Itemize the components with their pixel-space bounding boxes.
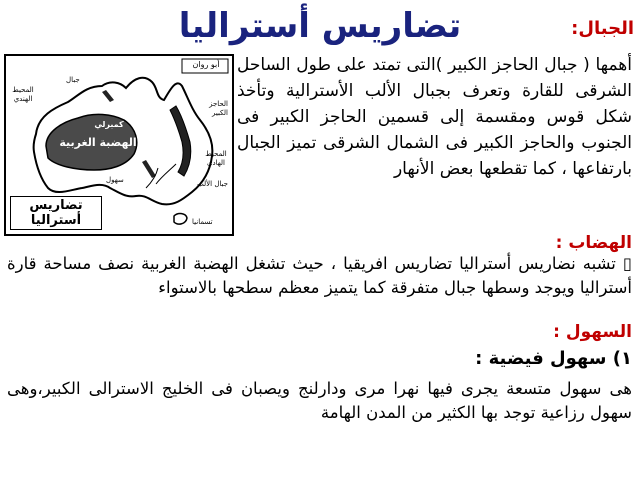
bullet-box-icon: ▯	[622, 254, 633, 273]
flood-plains-subheading: ١) سهول فيضية :	[475, 348, 632, 369]
map-ocean-left-label: المحيط الهندي	[12, 86, 34, 103]
map-region-label: كمبرلي	[94, 120, 124, 129]
plains-paragraph: هى سهول متسعة يجرى فيها نهرا مرى ودارلنج ويصبان فى الخليج الاسترالى الكبير،وهى سهول رزاعية توجد بها الكثير من المدن الهامة	[7, 379, 632, 422]
map-key-label: أبو روان	[192, 60, 220, 69]
map-label-5: تسمانيا	[192, 218, 213, 226]
map-plateau-label: الهضبة الغربية	[59, 136, 137, 149]
plateaus-paragraph	[7, 252, 632, 300]
map-label-4: سهول	[106, 176, 124, 184]
mountains-heading: الجبال:	[571, 18, 634, 39]
map-label-1: جبال	[66, 76, 80, 84]
plains-heading: السهول :	[553, 322, 632, 342]
mountains-paragraph: أهمها ( جبال الحاجز الكبير )التى تمتد على طول الساحل الشرقى للقارة وتعرف بجبال الألب الأسترالية وتأخذ شكل قوس ومقسمة إلى قسمين الحاجز الكبير فى الجنوب والحاجز الكبير فى الشمال الشرقى تميز الجبال بارتفاعها ، كما تقطعها بعض الأنهار	[237, 55, 632, 179]
plateaus-heading: الهضاب :	[555, 233, 632, 253]
australia-relief-map	[4, 54, 234, 236]
plateaus-text: تشبه نضاريس أستراليا تضاريس افريقيا ، حيث تشغل الهضبة الغربية نصف مساحة قارة أستراليا ويوجد وسطها جبال متفرقة كما يتميز معظم سطحها بالاستواء	[7, 254, 632, 297]
map-ocean-right-label: المحيط الهادي	[205, 150, 227, 167]
map-label-2: الحاجز الكبير	[209, 100, 228, 117]
tasmania-shape	[174, 214, 187, 225]
map-caption: تضاريس أستراليا	[10, 196, 102, 230]
page-title: تضاريس أستراليا	[178, 6, 462, 46]
map-label-3: جبال الألب	[197, 180, 228, 188]
